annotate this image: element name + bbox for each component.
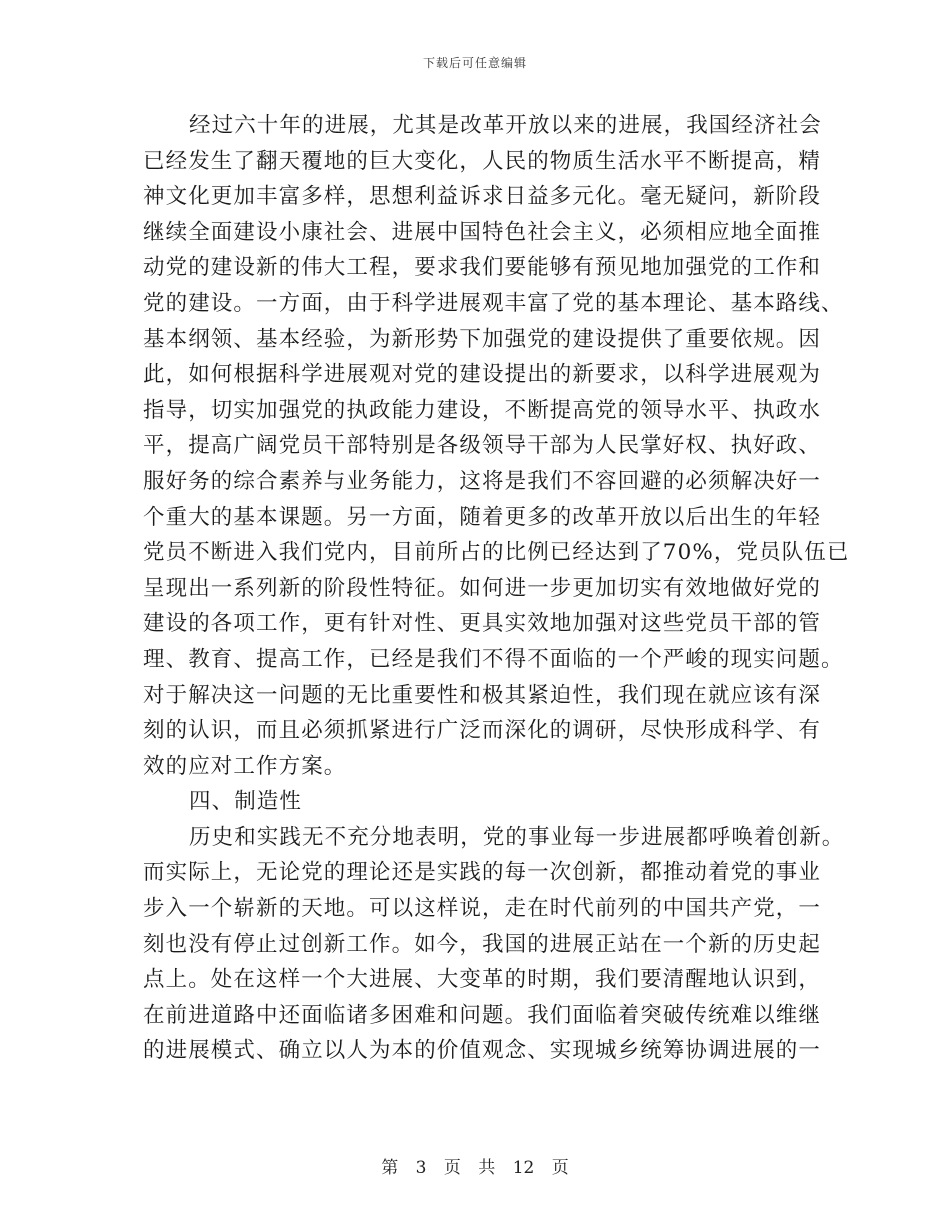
paragraph-line: 对于解决这一问题的无比重要性和极其紧迫性，我们现在就应该有深	[143, 682, 822, 708]
paragraph-line: 动党的建设新的伟大工程，要求我们要能够有预见地加强党的工作和	[143, 255, 822, 281]
footer-total-label: 共	[478, 1158, 496, 1178]
page-footer	[0, 1153, 950, 1178]
paragraph-line: 服好务的综合素养与业务能力，这将是我们不容回避的必须解决好一	[143, 468, 822, 494]
paragraph-line: 历史和实践无不充分地表明，党的事业每一步进展都呼唤着创新。	[189, 824, 845, 850]
footer-suffix: 页	[551, 1158, 569, 1178]
paragraph-line: 而实际上，无论党的理论还是实践的每一次创新，都推动着党的事业	[143, 860, 822, 886]
body-text	[143, 108, 850, 1069]
footer-total-pages: 12	[512, 1158, 535, 1178]
footer-page-number: 3	[415, 1158, 427, 1178]
page-header: 下载后可任意编辑	[422, 56, 527, 70]
paragraph-line: 已经发生了翻天覆地的巨大变化，人民的物质生活水平不断提高，精	[143, 148, 822, 174]
paragraph-line: 神文化更加丰富多样，思想利益诉求日益多元化。毫无疑问，新阶段	[143, 184, 822, 210]
paragraph-line: 经过六十年的进展，尤其是改革开放以来的进展，我国经济社会	[189, 113, 822, 138]
paragraph-line: 刻也没有停止过创新工作。如今，我国的进展正站在一个新的历史起	[143, 931, 822, 957]
paragraph-line: 在前进道路中还面临诸多困难和问题。我们面临着突破传统难以维继	[143, 1002, 822, 1028]
paragraph-line: 个重大的基本课题。另一方面，随着更多的改革开放以后出生的年轻	[143, 504, 822, 530]
paragraph-line: 党的建设。一方面，由于科学进展观丰富了党的基本理论、基本路线、	[143, 290, 844, 316]
paragraph-line: 建设的各项工作，更有针对性、更具实效地加强对这些党员干部的管	[143, 611, 822, 637]
paragraph-line: 党员不断进入我们党内，目前所占的比例已经达到了70%，党员队伍已	[143, 540, 850, 566]
paragraph-line: 呈现出一系列新的阶段性特征。如何进一步更加切实有效地做好党的	[143, 575, 822, 601]
paragraph-line: 平，提高广阔党员干部特别是各级领导干部为人民掌好权、执好政、	[143, 433, 822, 459]
paragraph-line: 刻的认识，而且必须抓紧进行广泛而深化的调研，尽快形成科学、有	[143, 718, 822, 744]
paragraph-line: 理、教育、提高工作，已经是我们不得不面临的一个严峻的现实问题。	[143, 646, 844, 672]
paragraph-line: 步入一个崭新的天地。可以这样说，走在时代前列的中国共产党，一	[143, 896, 822, 922]
paragraph-line: 效的应对工作方案。	[143, 753, 347, 779]
paragraph-line: 此，如何根据科学进展观对党的建设提出的新要求，以科学进展观为	[143, 362, 822, 388]
section-heading: 四、制造性	[189, 789, 303, 815]
paragraph-line: 的进展模式、确立以人为本的价值观念、实现城乡统筹协调进展的一	[143, 1038, 822, 1064]
footer-page-label: 页	[443, 1158, 461, 1178]
paragraph-line: 继续全面建设小康社会、进展中国特色社会主义，必须相应地全面推	[143, 219, 822, 245]
paragraph-line: 指导，切实加强党的执政能力建设，不断提高党的领导水平、执政水	[143, 397, 822, 423]
paragraph-line: 基本纲领、基本经验，为新形势下加强党的建设提供了重要依规。因	[143, 326, 822, 352]
paragraph-line: 点上。处在这样一个大进展、大变革的时期，我们要清醒地认识到，	[143, 967, 822, 993]
footer-prefix: 第	[381, 1158, 399, 1178]
